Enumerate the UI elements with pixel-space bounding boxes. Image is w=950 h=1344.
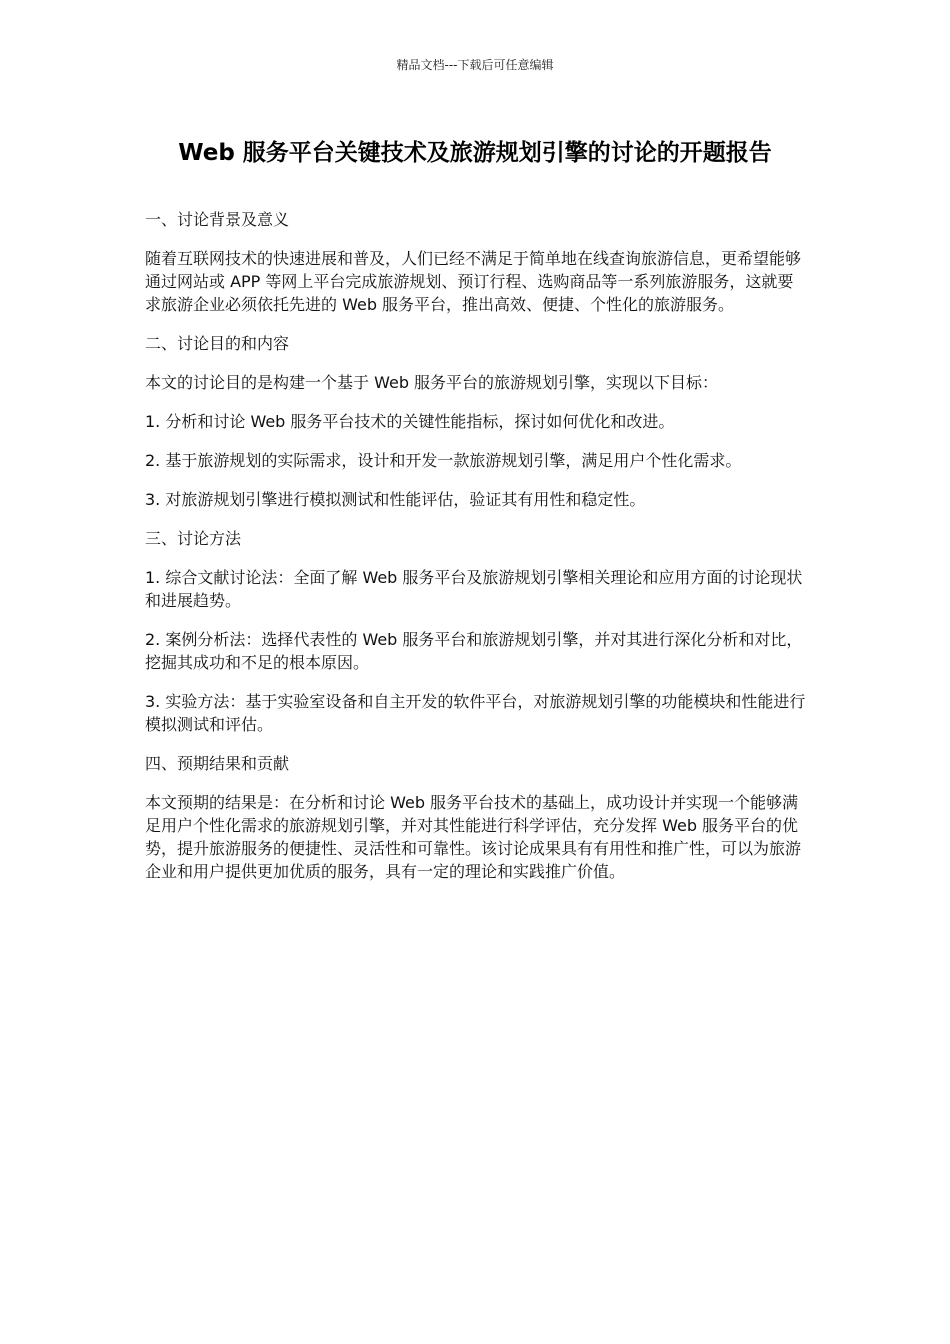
section-heading-methods: 三、讨论方法 — [145, 529, 242, 548]
section-paragraph: 3. 对旅游规划引擎进行模拟测试和性能评估，验证其有用性和稳定性。 — [145, 490, 646, 509]
section-paragraph: 本文预期的结果是：在分析和讨论 Web 服务平台技术的基础上，成功设计并实现一个能够满足用户个性化需求的旅游规划引擎，并对其性能进行科学评估，充分发挥 Web 服务平台的优势，提升旅游服务的便捷性、灵活性和可靠性。该讨论成果具有有用性和推广性，可以为旅游企业和用户提供更加优质的服务，具有一定的理论和实践推广价值。 — [145, 793, 802, 881]
section-paragraph: 1. 综合文献讨论法：全面了解 Web 服务平台及旅游规划引擎相关理论和应用方面的讨论现状和进展趋势。 — [145, 568, 803, 610]
section-paragraph: 3. 实验方法：基于实验室设备和自主开发的软件平台，对旅游规划引擎的功能模块和性能进行模拟测试和评估。 — [145, 692, 806, 734]
document-title: Web 服务平台关键技术及旅游规划引擎的讨论的开题报告 — [178, 140, 772, 166]
section-heading-background: 一、讨论背景及意义 — [145, 210, 290, 229]
document-body — [145, 208, 807, 899]
header-note: 精品文档---下载后可任意编辑 — [396, 58, 554, 72]
section-paragraph: 2. 案例分析法：选择代表性的 Web 服务平台和旅游规划引擎，并对其进行深化分析和对比，挖掘其成功和不足的根本原因。 — [145, 630, 803, 672]
section-paragraph: 本文的讨论目的是构建一个基于 Web 服务平台的旅游规划引擎，实现以下目标： — [145, 373, 719, 392]
section-heading-purpose: 二、讨论目的和内容 — [145, 334, 290, 353]
section-paragraph: 1. 分析和讨论 Web 服务平台技术的关键性能指标，探讨如何优化和改进。 — [145, 412, 675, 431]
section-paragraph: 2. 基于旅游规划的实际需求，设计和开发一款旅游规划引擎，满足用户个性化需求。 — [145, 451, 742, 470]
section-heading-results: 四、预期结果和贡献 — [145, 754, 290, 773]
section-paragraph: 随着互联网技术的快速进展和普及，人们已经不满足于简单地在线查询旅游信息，更希望能够通过网站或 APP 等网上平台完成旅游规划、预订行程、选购商品等一系列旅游服务，这就要求旅游企业必须依托先进的 Web 服务平台，推出高效、便捷、个性化的旅游服务。 — [145, 249, 802, 314]
